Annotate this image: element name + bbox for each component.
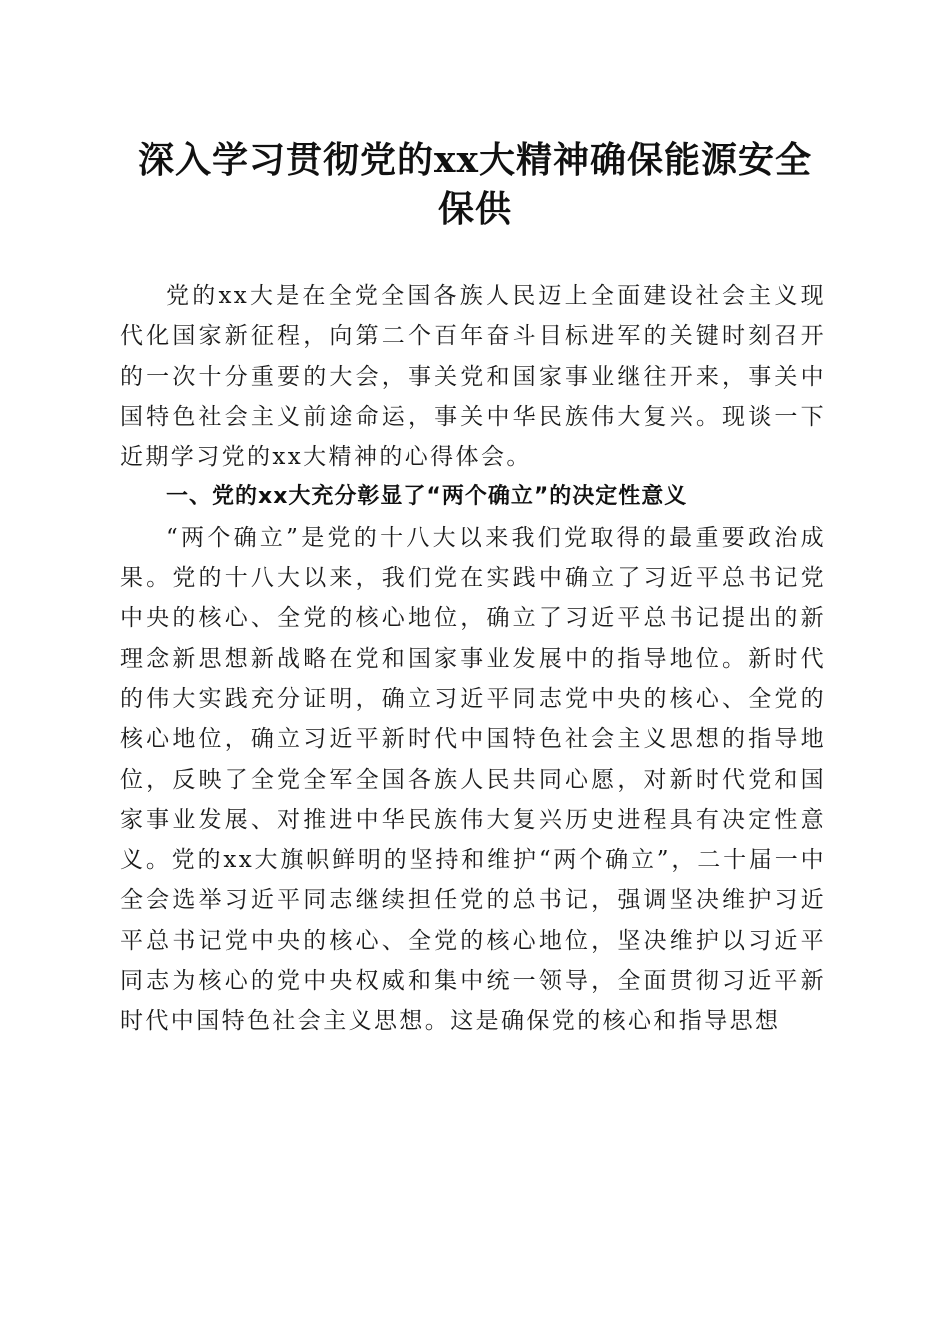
intro-paragraph: 党的xx大是在全党全国各族人民迈上全面建设社会主义现代化国家新征程，向第二个百年奋斗目标进军的关键时刻召开的一次十分重要的大会，事关党和国家事业继往开来，事关中国特色社会主义前途命运，事关中华民族伟大复兴。现谈一下近期学习党的xx大精神的心得体会。: [120, 283, 826, 471]
section-paragraph: “两个确立”是党的十八大以来我们党取得的最重要政治成果。党的十八大以来，我们党在实践中确立了习近平总书记党中央的核心、全党的核心地位，确立了习近平总书记提出的新理念新思想新战略在党和国家事业发展中的指导地位。新时代的伟大实践充分证明，确立习近平同志党中央的核心、全党的核心地位，确立习近平新时代中国特色社会主义思想的指导地位，反映了全党全军全国各族人民共同心愿，对新时代党和国家事业发展、对推进中华民族伟大复兴历史进程具有决定性意义。党的xx大旗帜鲜明的坚持和维护“两个确立”，二十届一中全会选举习近平同志继续担任党的总书记，强调坚决维护习近平总书记党中央的核心、全党的核心地位，坚决维护以习近平同志为核心的党中央权威和集中统一领导，全面贯彻习近平新时代中国特色社会主义思想。这是确保党的核心和指导思想: [120, 524, 826, 1035]
document-body: [120, 276, 826, 1042]
document-title: 深入学习贯彻党的xx大精神确保能源安全保供: [138, 139, 812, 230]
section-heading: 一、党的xx大充分彰显了“两个确立”的决定性意义: [166, 484, 688, 510]
